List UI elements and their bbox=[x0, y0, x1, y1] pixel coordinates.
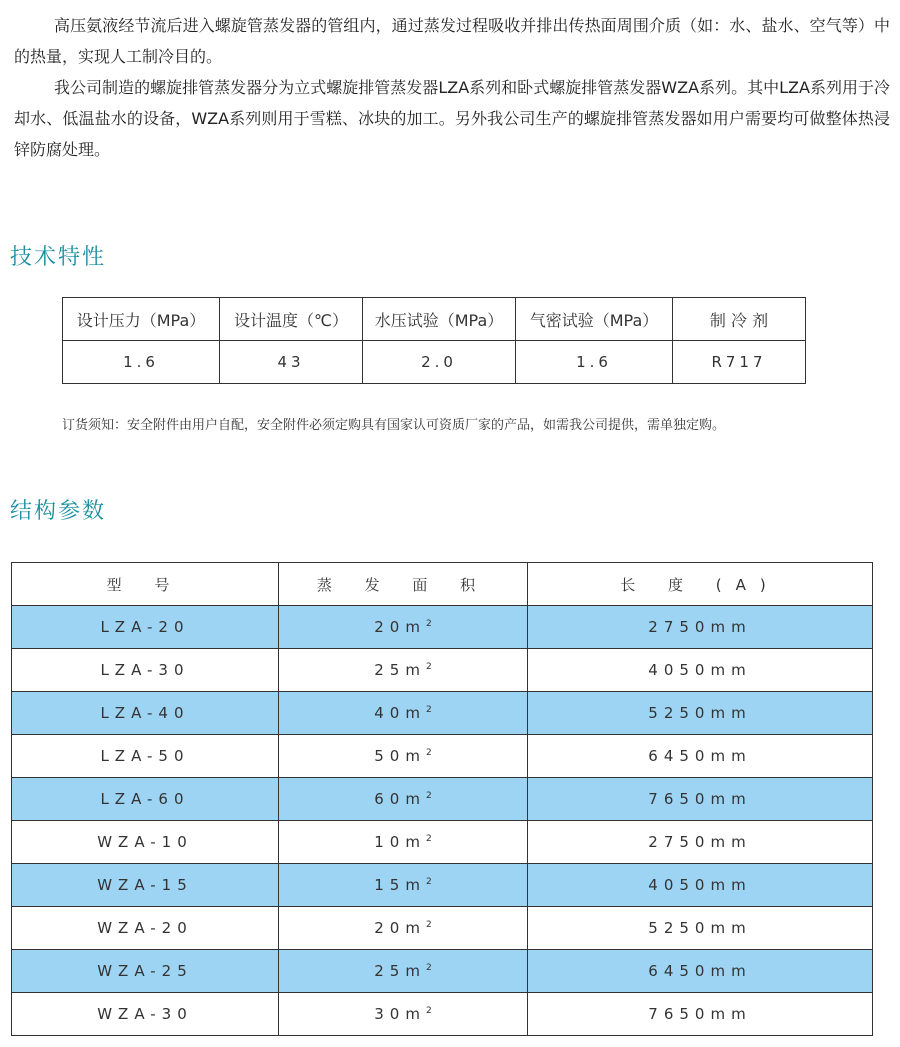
area-unit-exponent: 2 bbox=[425, 834, 432, 844]
model-cell: WZA-25 bbox=[12, 950, 279, 993]
area-unit: m bbox=[405, 747, 426, 765]
table-row bbox=[12, 993, 873, 1036]
tech-header-temperature: 设计温度（℃） bbox=[220, 298, 363, 341]
area-value: 25 bbox=[374, 962, 406, 980]
tech-spec-table bbox=[62, 297, 806, 384]
table-row bbox=[12, 821, 873, 864]
table-row bbox=[12, 950, 873, 993]
model-cell: LZA-30 bbox=[12, 649, 279, 692]
length-cell: 4050mm bbox=[528, 649, 873, 692]
area-value: 30 bbox=[374, 1005, 406, 1023]
area-unit-exponent: 2 bbox=[425, 877, 432, 887]
model-cell: WZA-20 bbox=[12, 907, 279, 950]
tech-value-refrigerant: R717 bbox=[673, 341, 806, 384]
area-cell bbox=[279, 606, 528, 649]
area-unit: m bbox=[405, 833, 426, 851]
tech-header-row bbox=[63, 298, 806, 341]
area-unit-exponent: 2 bbox=[425, 920, 432, 930]
area-value: 50 bbox=[374, 747, 406, 765]
area-unit: m bbox=[405, 618, 426, 636]
area-cell bbox=[279, 950, 528, 993]
tech-header-air-test: 气密试验（MPa） bbox=[516, 298, 673, 341]
area-unit: m bbox=[405, 1005, 426, 1023]
table-row bbox=[12, 778, 873, 821]
area-cell bbox=[279, 692, 528, 735]
length-cell: 5250mm bbox=[528, 907, 873, 950]
area-cell bbox=[279, 993, 528, 1036]
tech-value-row bbox=[63, 341, 806, 384]
area-unit: m bbox=[405, 661, 426, 679]
length-cell: 2750mm bbox=[528, 606, 873, 649]
length-cell: 6450mm bbox=[528, 735, 873, 778]
structure-table bbox=[11, 562, 873, 1036]
order-note: 订货须知：安全附件由用户自配，安全附件必须定购具有国家认可资质厂家的产品，如需我公司提供，需单独定购。 bbox=[62, 418, 726, 433]
area-value: 25 bbox=[374, 661, 406, 679]
table-row bbox=[12, 864, 873, 907]
area-value: 10 bbox=[374, 833, 406, 851]
area-value: 15 bbox=[374, 876, 406, 894]
area-unit-exponent: 2 bbox=[425, 963, 432, 973]
table-row bbox=[12, 907, 873, 950]
area-unit-exponent: 2 bbox=[425, 748, 432, 758]
tech-value-air-test: 1.6 bbox=[516, 341, 673, 384]
length-cell: 7650mm bbox=[528, 778, 873, 821]
length-cell: 7650mm bbox=[528, 993, 873, 1036]
area-cell bbox=[279, 649, 528, 692]
structure-header-model: 型 号 bbox=[12, 563, 279, 606]
section-title-tech: 技术特性 bbox=[10, 245, 107, 270]
area-value: 60 bbox=[374, 790, 406, 808]
structure-header-length: 长 度 (A) bbox=[528, 563, 873, 606]
area-unit: m bbox=[405, 962, 426, 980]
area-unit: m bbox=[405, 704, 426, 722]
table-row bbox=[12, 692, 873, 735]
model-cell: LZA-40 bbox=[12, 692, 279, 735]
model-cell: LZA-60 bbox=[12, 778, 279, 821]
area-cell bbox=[279, 907, 528, 950]
area-value: 20 bbox=[374, 919, 406, 937]
area-unit-exponent: 2 bbox=[425, 791, 432, 801]
area-unit-exponent: 2 bbox=[425, 662, 432, 672]
area-cell bbox=[279, 778, 528, 821]
model-cell: LZA-20 bbox=[12, 606, 279, 649]
table-row bbox=[12, 649, 873, 692]
intro-paragraph-2: 我公司制造的螺旋排管蒸发器分为立式螺旋排管蒸发器LZA系列和卧式螺旋排管蒸发器WZA系列。其中LZA系列用于冷却水、低温盐水的设备，WZA系列则用于雪糕、冰块的加工。另外我公司生产的螺旋排管蒸发器如用户需要均可做整体热浸锌防腐处理。 bbox=[14, 78, 890, 159]
model-cell: WZA-10 bbox=[12, 821, 279, 864]
structure-body bbox=[12, 606, 873, 1036]
intro-paragraph-1: 高压氨液经节流后进入螺旋管蒸发器的管组内，通过蒸发过程吸收并排出传热面周围介质（如：水、盐水、空气等）中的热量，实现人工制冷目的。 bbox=[14, 16, 890, 66]
area-unit: m bbox=[405, 876, 426, 894]
model-cell: WZA-15 bbox=[12, 864, 279, 907]
area-value: 20 bbox=[374, 618, 406, 636]
table-row bbox=[12, 735, 873, 778]
area-cell bbox=[279, 735, 528, 778]
model-cell: WZA-30 bbox=[12, 993, 279, 1036]
structure-header-row bbox=[12, 563, 873, 606]
section-title-structure: 结构参数 bbox=[10, 499, 107, 524]
area-cell bbox=[279, 864, 528, 907]
area-value: 40 bbox=[374, 704, 406, 722]
tech-value-pressure: 1.6 bbox=[63, 341, 220, 384]
area-unit-exponent: 2 bbox=[425, 705, 432, 715]
length-cell: 6450mm bbox=[528, 950, 873, 993]
model-cell: LZA-50 bbox=[12, 735, 279, 778]
area-unit-exponent: 2 bbox=[425, 619, 432, 629]
structure-header-area: 蒸 发 面 积 bbox=[279, 563, 528, 606]
area-unit: m bbox=[405, 919, 426, 937]
area-cell bbox=[279, 821, 528, 864]
length-cell: 2750mm bbox=[528, 821, 873, 864]
tech-header-hydro-test: 水压试验（MPa） bbox=[363, 298, 516, 341]
table-row bbox=[12, 606, 873, 649]
length-cell: 4050mm bbox=[528, 864, 873, 907]
tech-header-pressure: 设计压力（MPa） bbox=[63, 298, 220, 341]
intro-text bbox=[14, 10, 890, 165]
tech-value-hydro-test: 2.0 bbox=[363, 341, 516, 384]
length-cell: 5250mm bbox=[528, 692, 873, 735]
area-unit: m bbox=[405, 790, 426, 808]
tech-value-temperature: 43 bbox=[220, 341, 363, 384]
area-unit-exponent: 2 bbox=[425, 1006, 432, 1016]
tech-header-refrigerant: 制 冷 剂 bbox=[673, 298, 806, 341]
